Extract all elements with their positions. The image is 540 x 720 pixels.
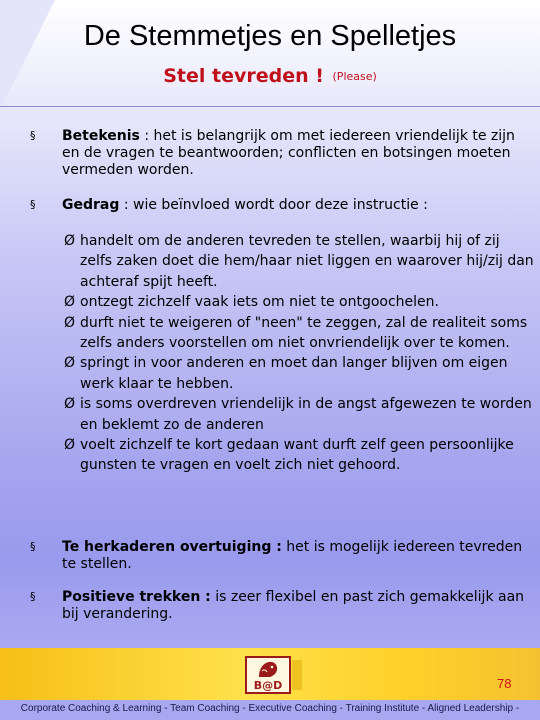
section-body: is zeer flexibel en past zich gemakkelijk aan bij verandering. <box>62 589 525 622</box>
section-text <box>62 589 527 623</box>
logo-text: B@D <box>253 679 283 692</box>
arrow-bullet-icon: Ø <box>64 294 76 311</box>
company-logo <box>245 656 291 694</box>
list-item-text: durft niet te weigeren of "neen" te zeggen, zal de realiteit soms zelfs anders voorstellen om niet onvriendelijk over te komen. <box>80 314 528 352</box>
list-item <box>64 435 534 476</box>
arrow-bullet-icon: Ø <box>64 396 76 413</box>
list-item-text: ontzegt zichzelf vaak iets om niet te ontgoochelen. <box>80 294 439 311</box>
list-item-text: springt in voor anderen en moet dan langer blijven om eigen werk klaar te hebben. <box>80 355 508 392</box>
arrow-bullet-icon: Ø <box>64 355 76 372</box>
list-item <box>64 313 534 354</box>
section-body: het is mogelijk iedereen tevreden te stellen. <box>62 539 523 572</box>
list-item <box>64 231 534 292</box>
section-text <box>62 539 527 573</box>
section-label: Gedrag <box>62 197 120 213</box>
list-item <box>64 292 534 312</box>
lion-icon <box>255 659 281 679</box>
list-item-text: handelt om de anderen tevreden te stellen, waarbij hij of zij zelfs zaken doet die hem/haar niet liggen en waarover hij/zij dan achteraf spijt heeft. <box>80 233 534 290</box>
behavior-list <box>64 231 534 476</box>
section-text <box>62 197 527 214</box>
subtitle-main: Stel tevreden ! <box>163 65 324 87</box>
arrow-bullet-icon: Ø <box>64 314 76 331</box>
arrow-bullet-icon: Ø <box>64 437 76 454</box>
arrow-bullet-icon: Ø <box>64 233 76 249</box>
section-label: Betekenis <box>62 128 140 144</box>
list-item-text: voelt zichzelf te kort gedaan want durft zelf geen persoonlijke gunsten te vragen en voelt zich niet gehoord. <box>80 437 514 474</box>
corner-decoration <box>0 0 55 110</box>
bullet-icon: § <box>30 590 36 603</box>
bullet-icon: § <box>30 129 36 142</box>
section-body: : wie beïnvloed wordt door deze instructie : <box>119 197 428 213</box>
logo-side-strip <box>292 660 302 690</box>
section-text <box>62 128 527 179</box>
list-item <box>64 394 534 435</box>
list-item <box>64 353 534 394</box>
page-subtitle <box>0 65 540 87</box>
page-title: De Stemmetjes en Spelletjes <box>83 20 457 52</box>
bullet-icon: § <box>30 198 36 211</box>
section-body: : het is belangrijk om met iedereen vriendelijk te zijn en de vragen te beantwoorden; conflicten en botsingen moeten vermeden worden. <box>62 128 515 178</box>
section-label: Positieve trekken : <box>62 589 211 605</box>
title-divider <box>0 106 540 107</box>
footer-text: Corporate Coaching & Learning - Team Coaching - Executive Coaching - Training Institute - Aligned Leadership - <box>20 703 520 714</box>
page-number: 78 <box>497 676 512 691</box>
subtitle-small: (Please) <box>332 70 377 83</box>
bullet-icon: § <box>30 540 36 553</box>
section-label: Te herkaderen overtuiging : <box>62 539 282 555</box>
list-item-text: is soms overdreven vriendelijk in de angst afgewezen te worden en beklemt zo de anderen <box>80 396 532 433</box>
